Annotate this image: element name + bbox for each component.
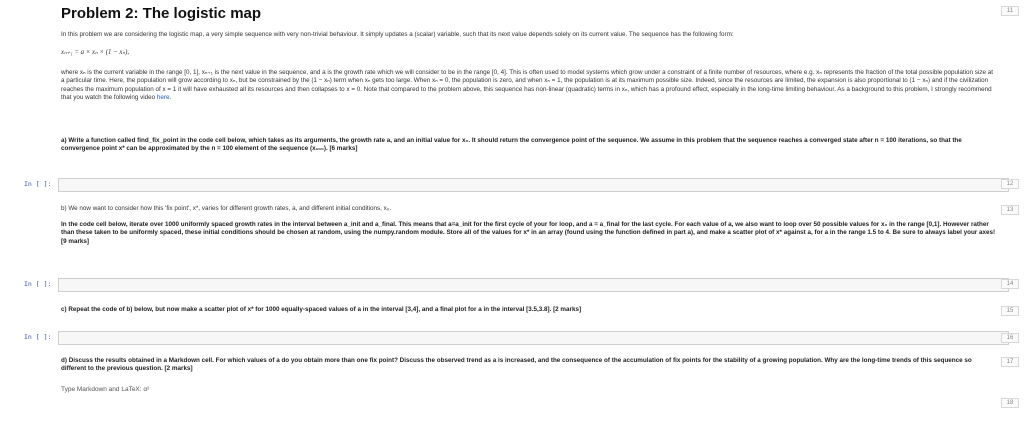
cell-number: 14 bbox=[1001, 279, 1019, 289]
code-cell-c[interactable] bbox=[58, 331, 1009, 345]
input-prompt: In [ ]: bbox=[24, 280, 52, 288]
video-link[interactable]: here. bbox=[156, 93, 172, 101]
cell-number: 13 bbox=[1001, 205, 1019, 215]
cell-number: 15 bbox=[1001, 306, 1019, 316]
input-prompt: In [ ]: bbox=[24, 333, 52, 341]
cell-number: 18 bbox=[1001, 398, 1019, 408]
markdown-input[interactable]: Type Markdown and LaTeX: α² bbox=[61, 386, 150, 393]
question-c: c) Repeat the code of b) below, but now make a scatter plot of x* for 1000 equally-spaced values of a in the interval [3,4], and a final plot for a in the interval [3.5,3.8]. [2 marks] bbox=[61, 306, 582, 313]
cell-number: 12 bbox=[1001, 179, 1019, 189]
logistic-formula: xₙ₊₁ = a × xₙ × (1 − xₙ), bbox=[61, 49, 130, 56]
question-a: a) Write a function called find_fix_point in the code cell below, which takes as its arguments, the growth rate a, and an initial value for x₀. It should return the convergence point of the sequence. We assume in this problem that the sequence reaches a converged state after n = 100 iterations, so that the convergence point x* can be approximated by the n = 100 element of the sequence (x₁₀₀). [6 marks] bbox=[61, 137, 962, 153]
cell-number: 17 bbox=[1001, 357, 1019, 367]
input-prompt: In [ ]: bbox=[24, 180, 52, 188]
intro-text: where xₙ is the current variable in the range [0, 1], xₙ₊₁ is the next value in the sequence, and a is the growth rate which we will consider to be in the range [0, 4]. This is often used to model systems which grow under a constraint of a finite number of resources, where e.g. xₙ represents the fraction of the total possible population size at a particular time. Here, the population will grow according to xₙ, but be constrained by the (1 − xₙ) term when xₙ gets too large. When xₙ = 0, the population is zero, and when xₙ = 1, the population is at its maximum possible size. Indeed, since the resources are limited, the expansion is also proportional to (1 − xₙ) and if the civilization reaches the maximum population of x = 1 it will have exhausted all its resources and then collapses to x = 0. Note that compared to the problem above, this sequence has non-linear (quadratic) terms in xₙ, which has a profound effect, especially in the long-time limiting behaviour. As a background to this problem, I strongly recommend that you watch the following video bbox=[61, 69, 994, 101]
page-title: Problem 2: The logistic map bbox=[61, 5, 262, 22]
question-d: d) Discuss the results obtained in a Markdown cell. For which values of a do you obtain more than one fix point? Discuss the observed trend as a is increased, and the consequence of the accumulation of fix points for the stability of a growing population. Why are the long-time trends of this sequence so different to the previous question. [2 marks] bbox=[61, 357, 972, 373]
cell-number: 11 bbox=[1001, 6, 1019, 16]
question-b-intro: b) We now want to consider how this 'fix point', x*, varies for different growth rates, a, and different initial conditions, x₀. bbox=[61, 205, 392, 212]
intro-line: In this problem we are considering the logistic map, a very simple sequence with very non-trivial behaviour. It simply updates a (scalar) variable, such that its next value depends solely on its current value. The sequence has the following form: bbox=[61, 31, 734, 38]
code-cell-b[interactable] bbox=[58, 278, 1009, 292]
intro-paragraph bbox=[61, 69, 996, 102]
cell-number: 16 bbox=[1001, 333, 1019, 343]
code-cell-a[interactable] bbox=[58, 178, 1009, 192]
question-b: In the code cell below, iterate over 1000 uniformly spaced growth rates in the interval between a_init and a_final. This means that a=a_init for the first cycle of your for loop, and a = a_final for the last cycle. For each value of a, we also want to loop over 50 possible values for x₀ in the range [0,1]. However rather than these taken to be uniformly spaced, these initial conditions should be chosen at random, using the numpy.random module. Store all of the values for x* in an array (found using the function defined in part a), and make a scatter plot of x* against a, for a in the range 1.5 to 4. Be sure to always label your axes! [9 marks] bbox=[61, 221, 996, 245]
